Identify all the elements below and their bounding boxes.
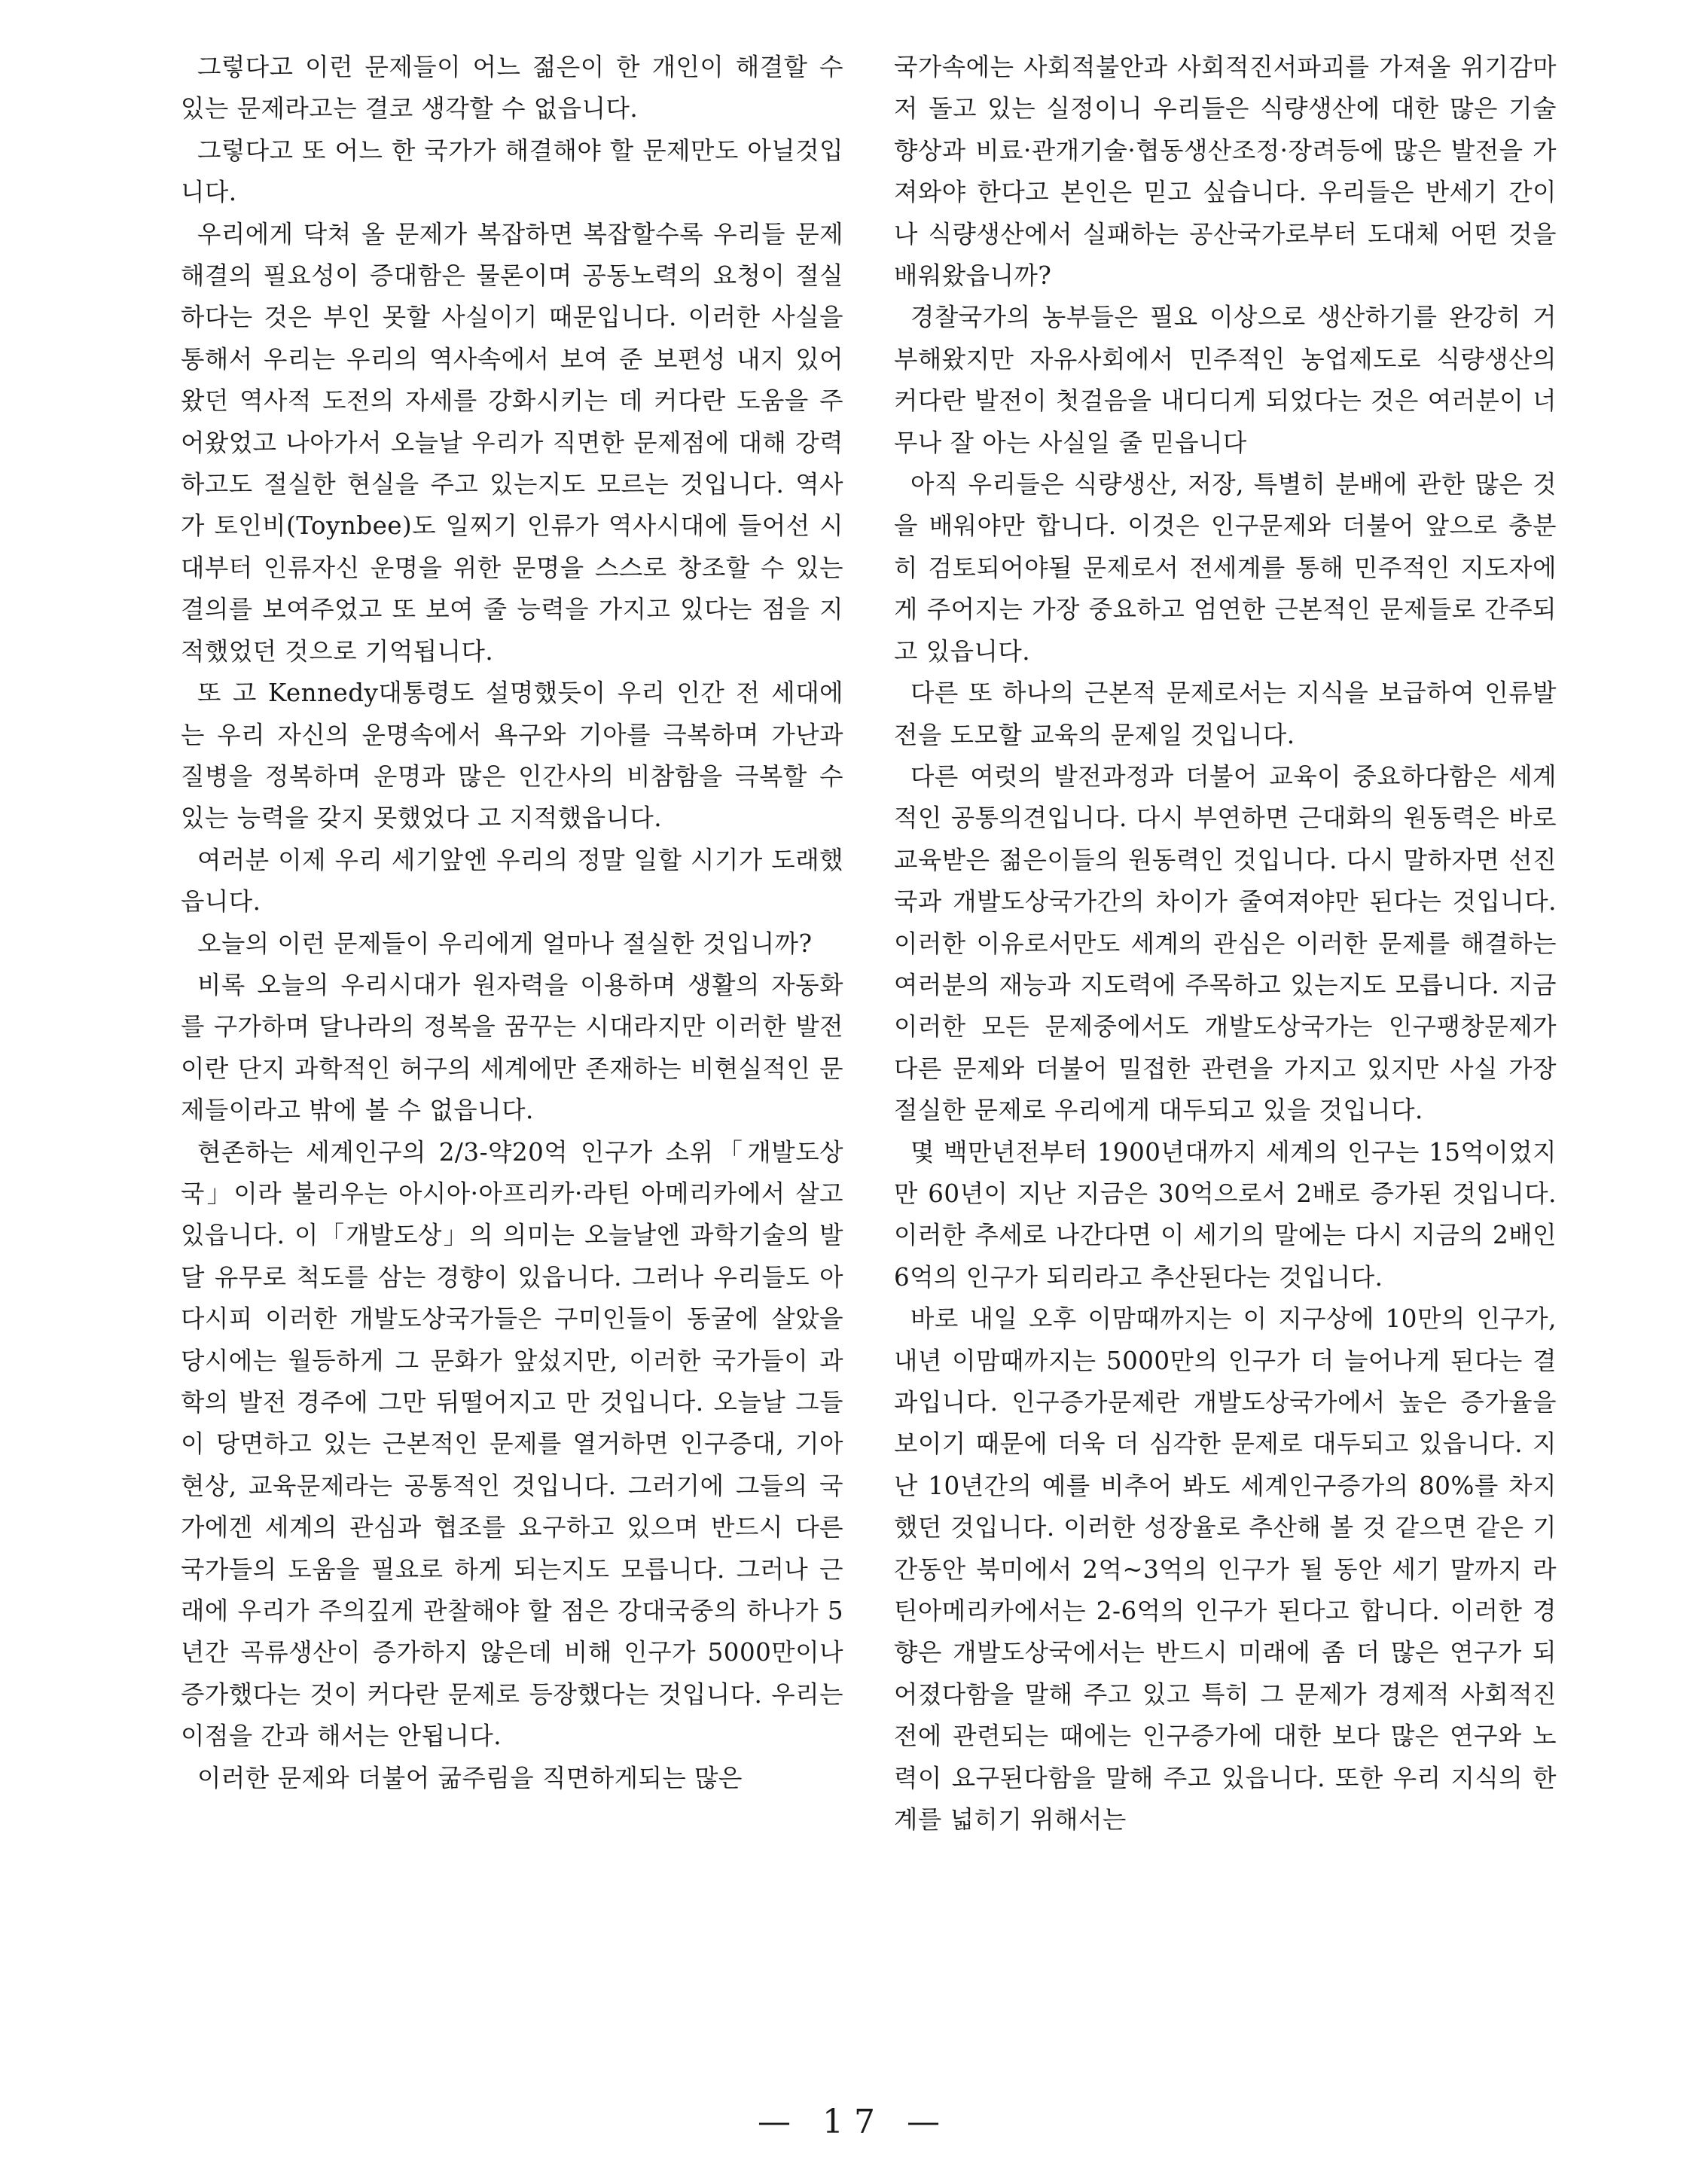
paragraph: 바로 내일 오후 이맘때까지는 이 지구상에 10만의 인구가, 내년 이맘때까지는 5000만의 인구가 더 늘어나게 된다는 결과입니다. 인구증가문제란 개발도상국가에서 높은 증가율을 보이기 때문에 더욱 더 심각한 문제로 대두되고 있읍니다. 지난 10년간의 예를 비추어 봐도 세계인구증가의 80%를 차지했던 것입니다. 이러한 성장율로 추산해 볼 것 같으면 같은 기간동안 북미에서 2억~3억의 인구가 될 동안 세기 말까지 라틴아메리카에서는 2-6억의 인구가 된다고 합니다. 이러한 경향은 개발도상국에서는 반드시 미래에 좀 더 많은 연구가 되어졌다함을 말해 주고 있고 특히 그 문제가 경제적 사회적진전에 관련되는 때에는 인구증가에 대한 보다 많은 연구와 노력이 요구된다함을 말해 주고 있읍니다. 또한 우리 지식의 한계를 넓히기 위해서는 xyxy=(894,1304,1557,1835)
paragraph: 현존하는 세계인구의 2/3-약20억 인구가 소위「개발도상국」이라 불리우는 아시아·아프리카·라틴 아메리카에서 살고 있읍니다. 이「개발도상」의 의미는 오늘날엔 과학기술의 발달 유무로 척도를 삼는 경향이 있읍니다. 그러나 우리들도 아다시피 이러한 개발도상국가들은 구미인들이 동굴에 살았을 당시에는 월등하게 그 문화가 앞섰지만, 이러한 국가들이 과학의 발전 경주에 그만 뒤떨어지고 만 것입니다. 오늘날 그들이 당면하고 있는 근본적인 문제를 열거하면 인구증대, 기아현상, 교육문제라는 공통적인 것입니다. 그러기에 그들의 국가에겐 세계의 관심과 협조를 요구하고 있으며 반드시 다른 국가들의 도움을 필요로 하게 되는지도 모릅니다. 그러나 근래에 우리가 주의깊게 관찰해야 할 점은 강대국중의 하나가 5년간 곡류생산이 증가하지 않은데 비해 인구가 5000만이나 증가했다는 것이 커다란 문제로 등장했다는 것입니다. 우리는 이점을 간과 해서는 안됩니다. xyxy=(181,1137,843,1751)
paragraph: 다른 여럿의 발전과정과 더불어 교육이 중요하다함은 세계적인 공통의견입니다. 다시 부연하면 근대화의 원동력은 바로 교육받은 젊은이들의 원동력인 것입니다. 다시 말하자면 선진국과 개발도상국가간의 차이가 줄여져야만 된다는 것입니다. 이러한 이유로서만도 세계의 관심은 이러한 문제를 해결하는 여러분의 재능과 지도력에 주목하고 있는지도 모릅니다. 지금 이러한 모든 문제중에서도 개발도상국가는 인구팽창문제가 다른 문제와 더불어 밀접한 관련을 가지고 있지만 사실 가장 절실한 문제로 우리에게 대두되고 있을 것입니다. xyxy=(894,761,1557,1125)
page-number: — 17 — xyxy=(758,2103,950,2141)
paragraph: 여러분 이제 우리 세기앞엔 우리의 정말 일할 시기가 도래했읍니다. xyxy=(181,845,843,917)
paragraph: 다른 또 하나의 근본적 문제로서는 지식을 보급하여 인류발전을 도모할 교육의 문제일 것입니다. xyxy=(894,679,1557,749)
paragraph: 이러한 문제와 더불어 굶주림을 직면하게되는 많은 xyxy=(197,1763,743,1792)
right-text-column xyxy=(894,47,1557,1841)
paragraph: 그렇다고 또 어느 한 국가가 해결해야 할 문제만도 아닐것입니다. xyxy=(181,136,843,207)
paragraph: 우리에게 닥쳐 올 문제가 복잡하면 복잡할수록 우리들 문제해결의 필요성이 증대함은 물론이며 공동노력의 요청이 절실하다는 것은 부인 못할 사실이기 때문입니다. 이러한 사실을 통해서 우리는 우리의 역사속에서 보여 준 보편성 내지 있어 왔던 역사적 도전의 자세를 강화시키는 데 커다란 도움을 주어왔었고 나아가서 오늘날 우리가 직면한 문제점에 대해 강력하고도 절실한 현실을 주고 있는지도 모르는 것입니다. 역사가 토인비(Toynbee)도 일찌기 인류가 역사시대에 들어선 시대부터 인류자신 운명을 위한 문명을 스스로 창조할 수 있는 결의를 보여주었고 또 보여 줄 능력을 가지고 있다는 점을 지적했었던 것으로 기억됩니다. xyxy=(181,219,843,666)
left-text-column xyxy=(181,47,843,1799)
paragraph: 경찰국가의 농부들은 필요 이상으로 생산하기를 완강히 거부해왔지만 자유사회에서 민주적인 농업제도로 식량생산의 커다란 발전이 첫걸음을 내디디게 되었다는 것은 여러분이 너무나 잘 아는 사실일 줄 믿읍니다 xyxy=(894,303,1557,457)
paragraph: 그렇다고 이런 문제들이 어느 젊은이 한 개인이 해결할 수 있는 문제라고는 결코 생각할 수 없읍니다. xyxy=(181,53,843,124)
paragraph: 비록 오늘의 우리시대가 원자력을 이용하며 생활의 자동화를 구가하며 달나라의 정복을 꿈꾸는 시대라지만 이러한 발전이란 단지 과학적인 허구의 세계에만 존재하는 비현실적인 문제들이라고 밖에 볼 수 없읍니다. xyxy=(181,970,843,1125)
paragraph: 몇 백만년전부터 1900년대까지 세계의 인구는 15억이었지만 60년이 지난 지금은 30억으로서 2배로 증가된 것입니다. 이러한 추세로 나간다면 이 세기의 말에는 다시 지금의 2배인 6억의 인구가 되리라고 추산된다는 것입니다. xyxy=(894,1137,1557,1292)
paragraph: 오늘의 이런 문제들이 우리에게 얼마나 절실한 것입니까? xyxy=(197,929,813,958)
paragraph: 아직 우리들은 식량생산, 저장, 특별히 분배에 관한 많은 것을 배워야만 합니다. 이것은 인구문제와 더불어 앞으로 충분히 검토되어야될 문제로서 전세계를 통해 민주적인 지도자에게 주어지는 가장 중요하고 엄연한 근본적인 문제들로 간주되고 있읍니다. xyxy=(894,470,1557,666)
paragraph: 또 고 Kennedy대통령도 설명했듯이 우리 인간 전 세대에는 우리 자신의 운명속에서 욕구와 기아를 극복하며 가난과 질병을 정복하며 운명과 많은 인간사의 비참함을 극복할 수 있는 능력을 갖지 못했었다 고 지적했읍니다. xyxy=(181,679,843,833)
paragraph: 국가속에는 사회적불안과 사회적진서파괴를 가져올 위기감마저 돌고 있는 실정이니 우리들은 식량생산에 대한 많은 기술향상과 비료·관개기술·협동생산조정·장려등에 많은 발전을 가져와야 한다고 본인은 믿고 싶습니다. 우리들은 반세기 간이나 식량생산에서 실패하는 공산국가로부터 도대체 어떤 것을 배워왔읍니까? xyxy=(894,53,1557,291)
